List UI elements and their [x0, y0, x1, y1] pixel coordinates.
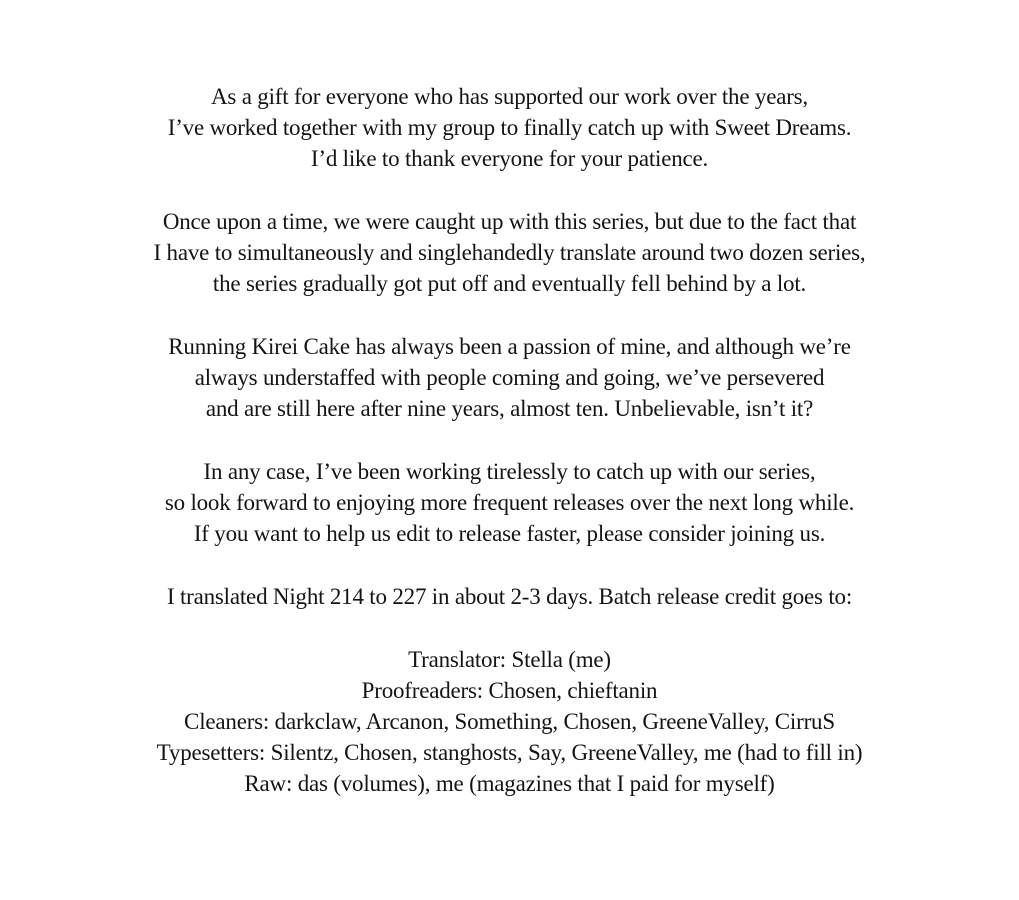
credits-list	[0, 644, 1019, 799]
batch-release-note	[0, 581, 1019, 612]
text-line: I translated Night 214 to 227 in about 2-3 days. Batch release credit goes to:	[166, 584, 853, 609]
text-line: As a gift for everyone who has supported our work over the years,	[211, 84, 808, 109]
intro-paragraph	[0, 81, 1019, 174]
text-line: Running Kirei Cake has always been a passion of mine, and although we’re	[168, 334, 851, 359]
text-line: and are still here after nine years, almost ten. Unbelievable, isn’t it?	[205, 396, 814, 421]
text-line: I’d like to thank everyone for your patience.	[310, 146, 709, 171]
history-paragraph	[0, 206, 1019, 299]
credit-line-proofreaders: Proofreaders: Chosen, chieftanin	[361, 678, 658, 703]
text-line: In any case, I’ve been working tirelessly to catch up with our series,	[203, 459, 816, 484]
text-line: always understaffed with people coming and going, we’ve persevered	[194, 365, 825, 390]
credit-line-cleaners: Cleaners: darkclaw, Arcanon, Something, Chosen, GreeneValley, CirruS	[184, 709, 835, 734]
credit-line-raw: Raw: das (volumes), me (magazines that I paid for myself)	[244, 771, 775, 796]
text-line: the series gradually got put off and eventually fell behind by a lot.	[212, 271, 807, 296]
text-line: so look forward to enjoying more frequent releases over the next long while.	[164, 490, 855, 515]
credit-line-typesetters: Typesetters: Silentz, Chosen, stanghosts, Say, GreeneValley, me (had to fill in)	[156, 740, 863, 765]
text-line: Once upon a time, we were caught up with this series, but due to the fact that	[162, 209, 857, 234]
outlook-paragraph	[0, 456, 1019, 549]
credit-line-translator: Translator: Stella (me)	[408, 647, 611, 672]
passion-paragraph	[0, 331, 1019, 424]
text-line: If you want to help us edit to release faster, please consider joining us.	[193, 521, 826, 546]
text-line: I have to simultaneously and singlehandedly translate around two dozen series,	[153, 240, 866, 265]
text-line: I’ve worked together with my group to finally catch up with Sweet Dreams.	[167, 115, 852, 140]
